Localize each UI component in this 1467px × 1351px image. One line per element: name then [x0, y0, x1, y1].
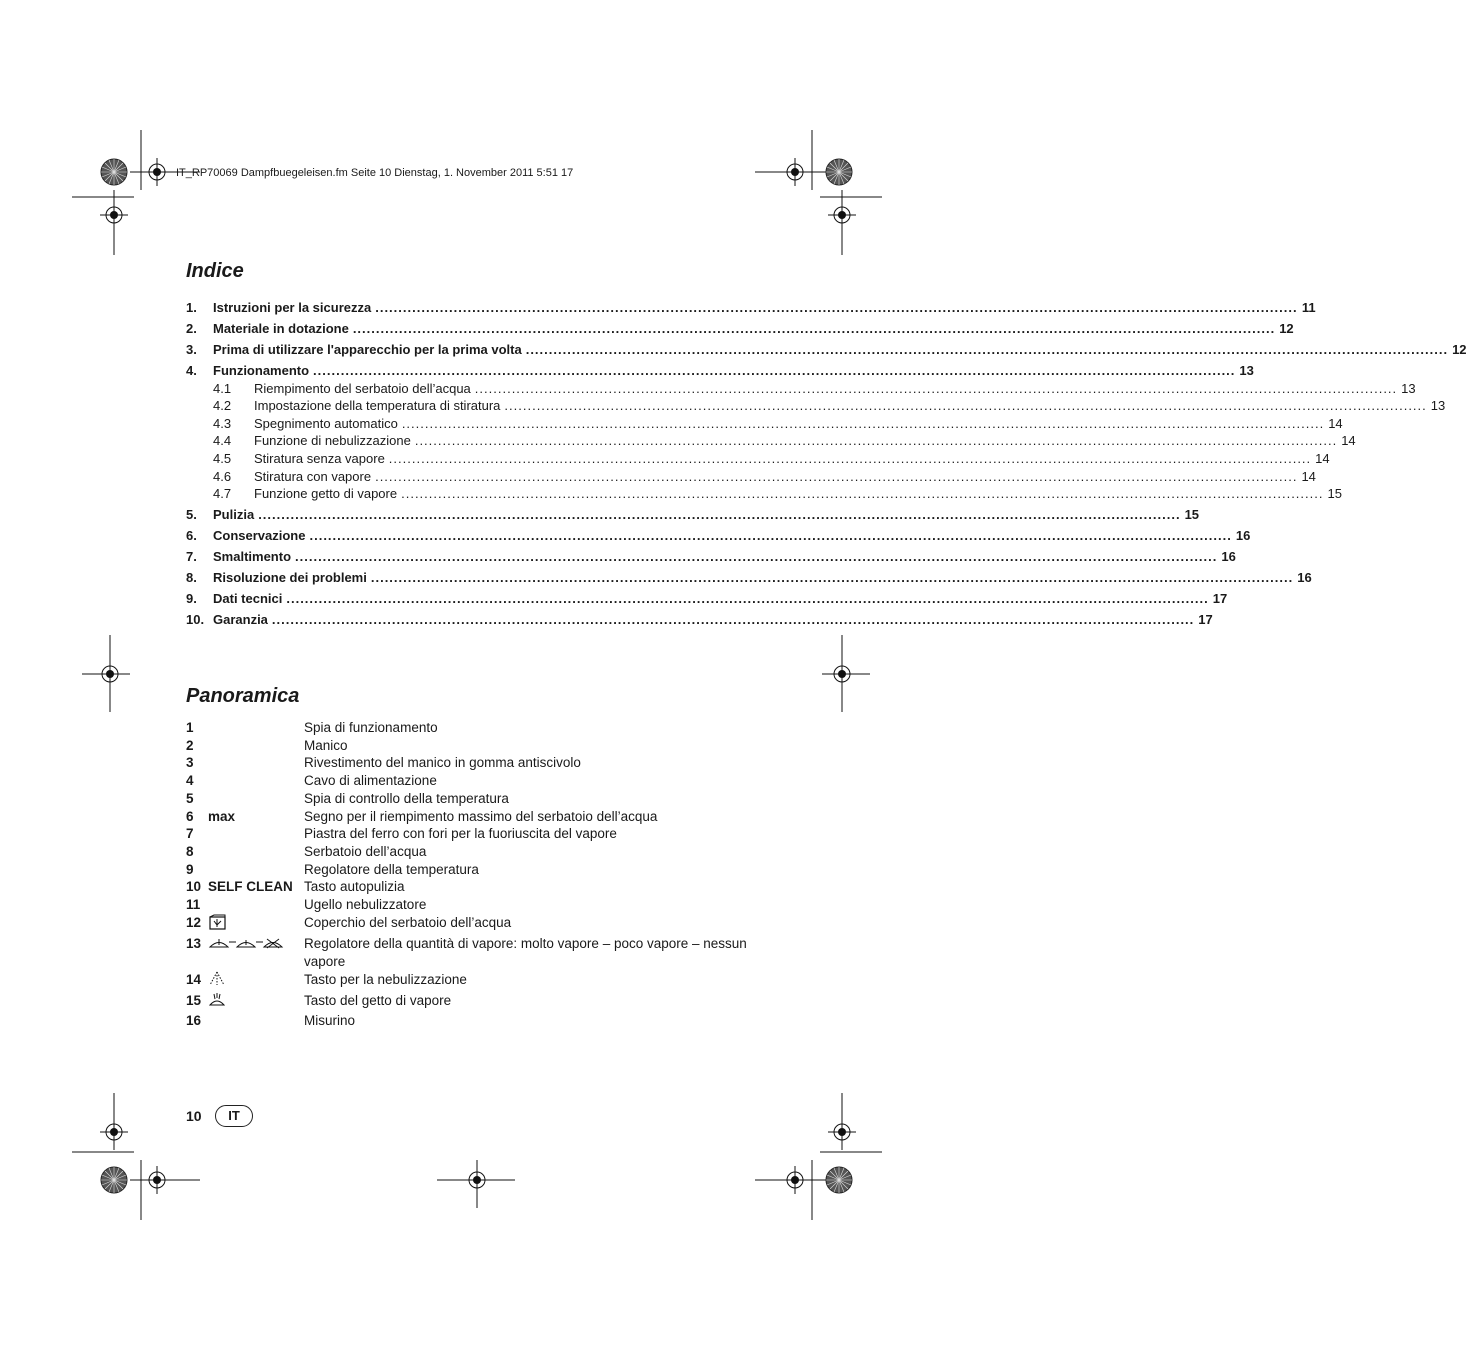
overview-item	[186, 971, 766, 992]
overview-item-description: Spia di controllo della temperatura	[304, 790, 509, 806]
toc-entry-title: Funzione getto di vapore	[254, 486, 398, 502]
overview-item-number: 11	[186, 897, 201, 913]
page-number: 10	[186, 1108, 202, 1124]
toc-entry-title: Pulizia	[213, 507, 255, 523]
toc-entry-number: 4.1	[213, 380, 232, 396]
toc-entry-title: Funzionamento	[213, 363, 310, 378]
toc-entry-number: 4.7	[213, 486, 232, 502]
overview-item-symbol	[208, 737, 304, 755]
overview-item-description: Manico	[304, 737, 348, 753]
overview-item-number: 9	[186, 861, 194, 877]
toc-entry-number: 1.	[186, 300, 197, 315]
toc-entry-title: Prima di utilizzare l'apparecchio per la prima volta	[213, 342, 522, 357]
toc-leader-dots: ........................................................................................................................................................................................................	[309, 528, 1232, 544]
toc-entry-number: 8.	[186, 570, 197, 586]
overview-item-symbol	[208, 719, 304, 737]
toc-leader-dots: ........................................................................................................................................................................................................	[375, 468, 1298, 484]
overview-item-symbol	[208, 914, 304, 936]
toc-leader-dots: ........................................................................................................................................................................................................	[313, 363, 1236, 378]
toc-leader-dots: ........................................................................................................................................................................................................	[504, 398, 1427, 414]
overview-item	[186, 825, 766, 843]
toc-entry-title: Istruzioni per la sicurezza	[213, 300, 372, 315]
toc-entry-number: 4.4	[213, 433, 232, 449]
overview-item-symbol	[208, 896, 304, 914]
overview-item-description: Tasto del getto di vapore	[304, 992, 452, 1008]
toc-entry	[186, 522, 1251, 544]
toc-entry-page: 14	[1301, 468, 1316, 484]
toc-entry-page: 15	[1327, 486, 1342, 502]
toc-leader-dots: ........................................................................................................................................................................................................	[271, 612, 1195, 628]
overview-item-description: Serbatoio dell’acqua	[304, 843, 427, 859]
toc-entry	[186, 315, 1294, 336]
toc-entry-number: 10.	[186, 612, 205, 628]
overview-item-symbol	[208, 971, 304, 992]
overview-item-symbol	[208, 1012, 304, 1030]
toc-entry-page: 17	[1212, 591, 1228, 607]
overview-item-description: Misurino	[304, 1013, 356, 1029]
toc-entry-number: 2.	[186, 321, 197, 336]
overview-item-description: Regolatore della quantità di vapore: molto vapore – poco vapore – nessun vapore	[304, 936, 747, 970]
overview-item-number: 2	[186, 737, 194, 753]
toc-leader-dots: ........................................................................................................................................................................................................	[375, 300, 1298, 315]
overview-item-number: 3	[186, 755, 194, 771]
toc-entry-page: 13	[1239, 363, 1254, 378]
toc-entry-page: 13	[1401, 380, 1416, 396]
overview-item	[186, 719, 766, 737]
toc-entry	[186, 501, 1200, 523]
toc-entry	[186, 294, 1316, 315]
overview-item-symbol	[208, 935, 304, 970]
overview-item-description: Segno per il riempimento massimo del serbatoio dell’acqua	[304, 808, 658, 824]
toc-entry-title: Smaltimento	[213, 549, 292, 565]
toc-leader-dots: ........................................................................................................................................................................................................	[401, 486, 1324, 502]
overview-item-description: Rivestimento del manico in gomma antiscivolo	[304, 755, 581, 771]
toc-entry	[186, 484, 1342, 502]
overview-item	[186, 808, 766, 826]
overview-item	[186, 790, 766, 808]
overview-item	[186, 843, 766, 861]
overview-item-symbol	[208, 861, 304, 879]
toc-leader-dots: ........................................................................................................................................................................................................	[401, 415, 1325, 431]
overview-item-symbol	[208, 772, 304, 790]
overview-item	[186, 772, 766, 790]
overview-item	[186, 878, 766, 896]
toc-entry-number: 9.	[186, 591, 197, 607]
toc-entry-number: 4.5	[213, 450, 232, 466]
toc-entry	[186, 585, 1228, 607]
toc-entry-title: Impostazione della temperatura di stiratura	[254, 398, 501, 414]
toc-leader-dots: ........................................................................................................................................................................................................	[388, 450, 1312, 466]
steam-levels-icon	[208, 936, 288, 955]
overview-item	[186, 896, 766, 914]
toc-entry-title: Risoluzione dei problemi	[213, 570, 367, 586]
overview-item	[186, 992, 766, 1013]
overview-item	[186, 737, 766, 755]
overview-item-number: 12	[186, 914, 202, 930]
steam-burst-icon	[208, 992, 226, 1013]
toc-entry-number: 3.	[186, 342, 197, 357]
overview-item-symbol	[208, 825, 304, 843]
toc-entry-page: 17	[1198, 612, 1213, 628]
toc-entry-title: Garanzia	[213, 612, 268, 628]
overview-item	[186, 935, 766, 970]
overview-item-description: Tasto per la nebulizzazione	[304, 971, 467, 987]
overview-item-description: Cavo di alimentazione	[304, 773, 437, 789]
toc-entry	[186, 413, 1343, 431]
overview-item-symbol	[208, 790, 304, 808]
toc-leader-dots: ........................................................................................................................................................................................................	[286, 591, 1209, 607]
toc-entry-page: 14	[1315, 450, 1330, 466]
toc-entry	[186, 543, 1236, 565]
overview-item-number: 6	[186, 808, 194, 824]
overview-item-description: Tasto autopulizia	[304, 879, 405, 895]
toc-entry	[186, 431, 1356, 449]
overview-item-symbol	[208, 992, 304, 1013]
toc-entry-page: 16	[1221, 549, 1236, 565]
toc-entry-title: Stiratura senza vapore	[254, 450, 385, 466]
toc-entry-number: 4.2	[213, 398, 232, 414]
toc-entry	[186, 466, 1316, 484]
overview-item	[186, 1012, 766, 1030]
toc-entry-title: Spegnimento automatico	[254, 415, 398, 431]
toc-entry-title: Stiratura con vapore	[254, 468, 372, 484]
overview-item	[186, 861, 766, 879]
overview-item-description: Coperchio del serbatoio dell’acqua	[304, 914, 512, 930]
overview-item-number: 7	[186, 826, 194, 842]
toc-entry-page: 12	[1279, 321, 1294, 336]
indice-title: Indice	[186, 260, 244, 282]
overview-item-description: Spia di funzionamento	[304, 720, 438, 735]
toc-entry	[186, 564, 1312, 586]
toc-entry-page: 16	[1297, 570, 1312, 586]
toc-entry	[186, 448, 1330, 466]
toc-entry-page: 11	[1301, 300, 1316, 315]
overview-item-symbol	[208, 754, 304, 772]
overview-item-number: 15	[186, 992, 202, 1008]
toc-entry-title: Materiale in dotazione	[213, 321, 349, 336]
table-of-contents	[186, 294, 1467, 628]
toc-entry	[186, 396, 1446, 414]
toc-entry-page: 14	[1341, 433, 1356, 449]
toc-entry-title: Funzione di nebulizzazione	[254, 433, 411, 449]
toc-entry-page: 14	[1328, 415, 1343, 431]
toc-entry-number: 5.	[186, 507, 197, 523]
toc-leader-dots: ........................................................................................................................................................................................................	[258, 507, 1181, 523]
toc-leader-dots: ........................................................................................................................................................................................................	[414, 433, 1338, 449]
toc-leader-dots: ........................................................................................................................................................................................................	[352, 321, 1276, 336]
toc-entry-number: 4.6	[213, 468, 232, 484]
toc-entry-title: Dati tecnici	[213, 591, 283, 607]
overview-item-description: Ugello nebulizzatore	[304, 897, 427, 913]
toc-entry-title: Riempimento del serbatoio dell’acqua	[254, 380, 471, 396]
file-header-line: IT_RP70069 Dampfbuegeleisen.fm Seite 10 Dienstag, 1. November 2011 5:51 17	[176, 167, 574, 179]
toc-leader-dots: ........................................................................................................................................................................................................	[525, 342, 1449, 357]
overview-item-number: 10	[186, 879, 202, 895]
overview-item-number: 1	[186, 720, 194, 735]
toc-leader-dots: ........................................................................................................................................................................................................	[474, 380, 1398, 396]
toc-entry-number: 7.	[186, 549, 197, 565]
overview-item-number: 13	[186, 936, 202, 952]
toc-entry	[186, 378, 1416, 396]
panoramica-title: Panoramica	[186, 685, 300, 707]
toc-entry-number: 6.	[186, 528, 197, 544]
toc-entry	[186, 606, 1213, 628]
toc-entry-page: 15	[1184, 507, 1200, 523]
toc-entry-page: 13	[1430, 398, 1446, 414]
toc-entry-number: 4.3	[213, 415, 232, 431]
overview-item	[186, 754, 766, 772]
toc-leader-dots: ........................................................................................................................................................................................................	[370, 570, 1294, 586]
language-badge: IT	[215, 1105, 253, 1127]
toc-leader-dots: ........................................................................................................................................................................................................	[295, 549, 1218, 565]
overview-item-symbol	[208, 843, 304, 861]
water-tank-icon	[208, 914, 228, 936]
spray-icon	[208, 971, 226, 992]
overview-item	[186, 914, 766, 936]
overview-item-number: 4	[186, 773, 194, 789]
overview-item-description: Regolatore della temperatura	[304, 861, 479, 877]
overview-item-number: 5	[186, 790, 194, 806]
overview-item-description: Piastra del ferro con fori per la fuoriuscita del vapore	[304, 826, 617, 842]
overview-item-number: 8	[186, 843, 194, 859]
overview-item-symbol: SELF CLEAN	[208, 879, 293, 895]
overview-item-number: 16	[186, 1013, 202, 1029]
toc-entry-number: 4.	[186, 363, 197, 378]
toc-entry-title: Conservazione	[213, 528, 306, 544]
toc-entry	[186, 336, 1467, 357]
overview-list	[186, 719, 766, 1030]
toc-entry-page: 16	[1235, 528, 1251, 544]
toc-entry	[186, 357, 1254, 378]
overview-item-symbol: max	[208, 808, 236, 824]
overview-item-number: 14	[186, 971, 202, 987]
toc-entry-page: 12	[1452, 342, 1467, 357]
